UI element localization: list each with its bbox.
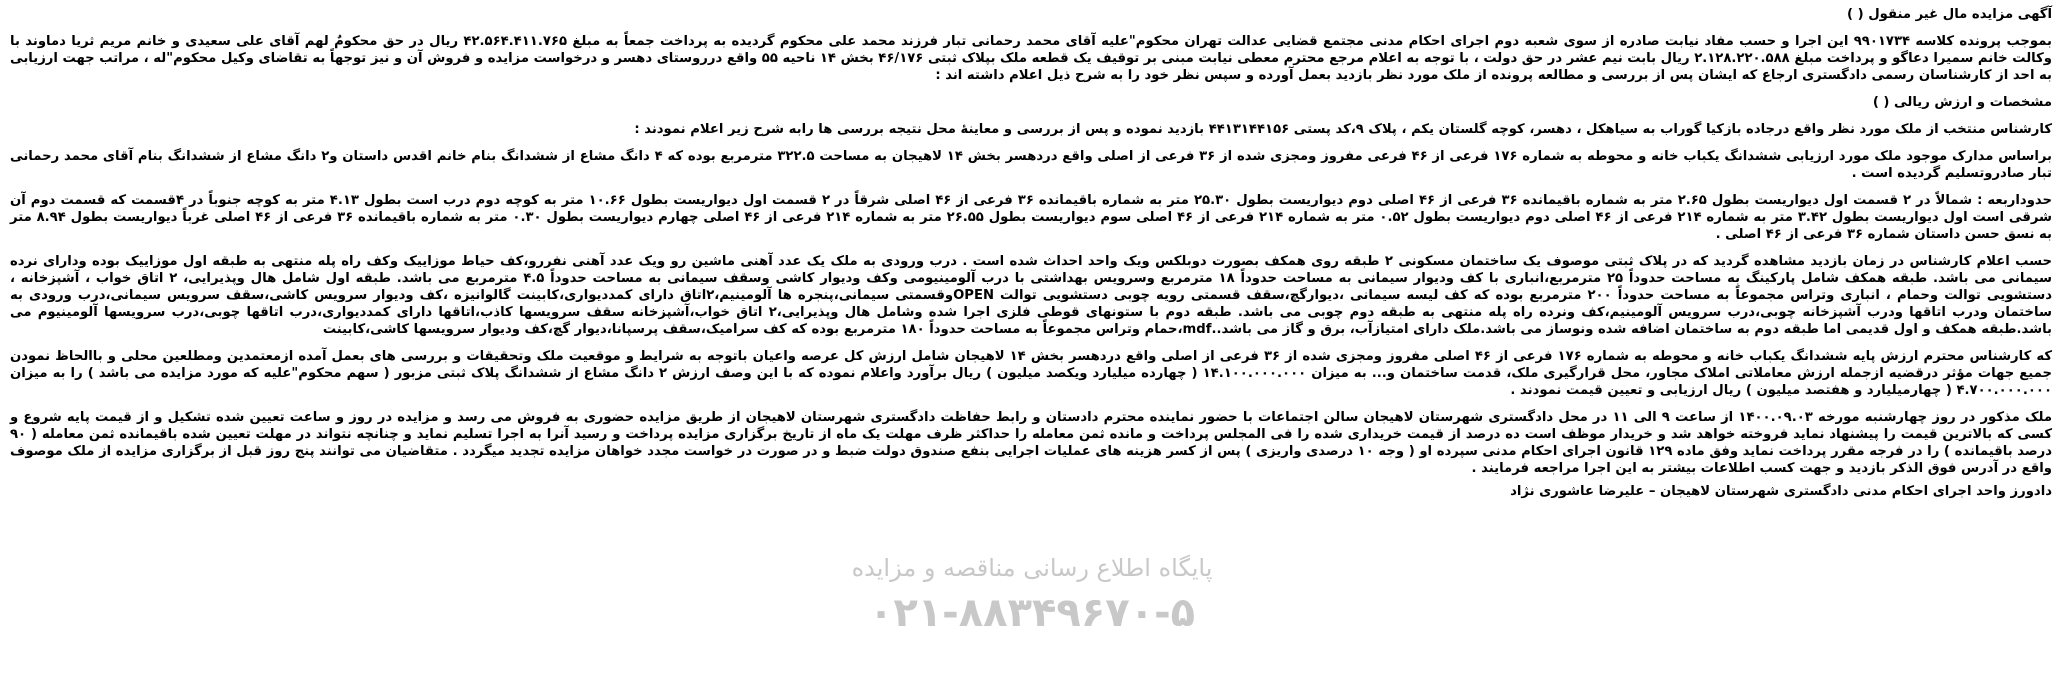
spacer (10, 182, 2052, 192)
auction-notice (10, 6, 2052, 680)
spacer (10, 84, 2052, 94)
valuation-paragraph: که کارشناس محترم ارزش پایه ششدانگ یکباب خانه و محوطه به شماره ۱۷۶ فرعی از ۴۶ اصلی مفروز ومجزی شده از ۳۶ فرعی از اصلی واقع دردهسر بخش ۱۴ لاهیجان شامل ارزش کل عرصه واعیان باتوجه به شرایط و موقعیت ملک وتحقیقات و بررسی های بعمل آمده ازمعتمدین ومطلعین محلی و باالحاظ نمودن جمیع جهات مؤثر درقضیه ازجمله ارزش معاملاتی املاک مجاور، محل قرارگیری ملک، قدمت ساختمان و... به میزان ۱۴.۱۰۰.۰۰۰.۰۰۰ ( چهارده میلیارد ویکصد میلیون ) ریال برآورد واعلام نموده که با این وصف ارزش ۲ دانگ مشاع از ششدانگ پلاک ثبتی مزبور ( سهم محکوم"علیه که مورد مزایده می باشد ) را به میزان ۴.۷۰۰.۰۰۰.۰۰۰ ( چهارمیلیارد و هفتصد میلیون ) ریال ارزیابی و تعیین قیمت نمودند . (10, 349, 2053, 398)
watermark-phone: ۰۲۱-۸۸۳۴۹۶۷۰-۵ (868, 590, 1196, 636)
intro-paragraph: بموجب پرونده کلاسه ۹۹۰۱۷۳۴ این اجرا و حسب مفاد نیابت صادره از سوی شعبه دوم اجرای احکام مدنی مجتمع قضایی عدالت تهران محکوم"علیه آقای محمد رحمانی تبار فرزند محمد علی محکوم گردیده به پرداخت جمعاً به مبلغ ۴۲.۵۶۴.۴۱۱.۷۶۵ ریال در حق محکومٌ لهم آقای علی سعیدی و خانم مریم ثریا دماوند با وکالت خانم سمیرا دعاگو و پرداخت مبلغ ۲.۱۲۸.۲۲۰.۵۸۸ ریال بابت نیم عشر در حق دولت ، با توجه به اعلام مرجع محترم معطی نیابت مبنی بر توقیف یک قطعه ملک بپلاک ثبتی ۴۶/۱۷۶ بخش ۱۴ ناحیه ۵۵ واقع درروستای دهسر و درخواست مزایده و فروش آن و نیز توجهاً به تقاضای وکیل محکوم"له ، مراتب جهت ارزیابی به احد از کارشناسان رسمی دادگستری ارجاع که ایشان پس از بررسی و مطالعه پرونده از ملک مورد نظر بازدید بعمل آورده و سپس نظر خود را به شرح ذیل اعلام داشته اند : (10, 34, 2052, 83)
description-paragraph: حسب اعلام کارشناس در زمان بازدید مشاهده گردید که در پلاک ثبتی موصوف یک ساختمان مسکونی ۲ طبقه روی همکف بصورت دوبلکس ویک واحد احداث شده است . درب ورودی به ملک یک عدد آهنی ماشین رو ویک عدد آهنی نفررو،کف حیاط موزاییک وکف راه پله منتهی به طبقه اول موزاییک بوده ودارای نرده سیمانی می باشد. طبقه همکف شامل پارکینگ به مساحت حدوداً ۲۵ مترمربع،انباری با کف ودیوار سیمانی به مساحت حدوداً ۱۸ مترمربع وسرویس بهداشتی با درب آلومینیومی وکف ودیوار کاشی وسقف سیمانی به مساحت حدوداً ۴.۵ مترمربع می باشد. طبقه اول شامل هال وپذیرایی، ۲ اتاق خواب ، آشپزخانه ، دستشویی توالت وحمام ، انباری وتراس مجموعاً به مساحت حدوداً ۲۰۰ مترمربع بوده که کف لیسه سیمانی ،دیوارگچ،سقف قسمتی رویه چوبی دستشویی توالت OPENوقسمتی سیمانی،پنجره ها آلومینیم،۲اتاق دارای کمددیواری،کابینت گالوانیزه ،کف ودیوار سرویس کاشی،سقف سرویس سیمانی،درب ورودی به ساختمان ودرب اتاقها ودرب آشپزخانه چوبی،درب سرویس آلومینیم،کف ونرده راه پله منتهی به طبقه دوم چوبی می باشد. طبقه دوم با ستونهای قوطی فلزی اجرا شده وشامل هال وپذیرایی،۲ اتاق خواب،آشپزخانه سقف سرویسها کاذب،اتاقها دارای کمددیواری،درب اتاقها چوبی،درب سرویسها آلومینیوم می باشد.طبقه همکف و اول قدیمی اما طبقه دوم به ساختمان اضافه شده ونوساز می باشد.ملک دارای امتیازآب، برق و گاز می باشد..mdf،حمام وتراس مجموعاً به مساحت حدوداً ۱۸۰ مترمربع بوده که کف سرامیک،سقف پرسپانا،دیوار گچ،کف ودیوار سرویسها کاشی،کابینت (10, 254, 2053, 337)
spacer (10, 338, 2052, 348)
notice-title: آگهی مزایده مال غیر منقول ( ) (1847, 7, 2052, 22)
spacer (10, 111, 2052, 121)
expert-visit-paragraph: کارشناس منتخب از ملک مورد نظر واقع درجاده بازکیا گوراب به سیاهکل ، دهسر، کوچه گلستان یکم ، پلاک ۹،کد پستی ۴۴۱۳۱۴۴۱۵۶ بازدید نموده و پس از بررسی و معاینهٔ محل نتیجه بررسی ها رابه شرح زیر اعلام نمودند : (634, 122, 2052, 137)
watermark-name: پایگاه اطلاع رسانی مناقصه و مزایده (851, 554, 1213, 582)
boundaries-paragraph: حدوداربعه : شمالاً در ۲ قسمت اول دیواریست بطول ۲.۶۵ متر به شماره باقیمانده ۳۶ فرعی از ۴۶ اصلی دوم دیواریست بطول ۲۵.۳۰ متر به شماره باقیمانده ۳۶ فرعی از ۴۶ اصلی شرقاً در ۲ قسمت اول دیواریست بطول ۱۰.۶۶ متر به کوچه دوم درب است بطول ۴.۱۳ متر به کوچه جنوباً در ۴قسمت که قسمت دوم آن شرقی است اول دیواریست بطول ۳.۴۲ متر به شماره ۲۱۴ فرعی از ۴۶ اصلی دوم دیواریست بطول ۰.۵۲ متر به شماره ۲۱۴ فرعی از ۴۶ اصلی سوم دیواریست بطول ۲۶.۵۵ متر به شماره ۲۱۴ فرعی از ۴۶ اصلی چهارم دیواریست بطول ۰.۳۰ متر به شماره باقیمانده ۳۶ فرعی از ۴۶ اصلی غرباً دیواریست بطول ۸.۹۴ متر به نسق حسن داستان شماره ۳۶ فرعی از ۴۶ اصلی . (10, 193, 2053, 242)
auction-terms-paragraph: ملک مذکور در روز چهارشنبه مورخه ۱۴۰۰.۰۹.۰۳ از ساعت ۹ الی ۱۱ در محل دادگستری شهرستان لاهیجان سالن اجتماعات با حضور نماینده محترم دادستان و رابط حفاظت دادگستری شهرستان لاهیجان از طریق مزایده حضوری به فروش می رسد و مزایده در روز و ساعت تعیین شده تشکیل و از قیمت پایه شروع و کسی که بالاترین قیمت را پیشنهاد نماید فروخته خواهد شد و خریدار موظف است ده درصد از قیمت خریداری شده را فی المجلس پرداخت و مانده ثمن معامله را حداکثر ظرف مهلت یک ماه از تاریخ برگزاری مزایده پرداخت و رسید آنرا به اجرا تسلیم نماید و چنانچه نتواند در مهلت تعیین شده باقیمانده ثمن معامله ( ۹۰ درصد باقیمانده ) را در فرجه مقرر پرداخت نماید وفق ماده ۱۲۹ قانون اجرای احکام مدنی سپرده او ( وجه ۱۰ درصدی واریزی ) پس از کسر هزینه های عملیات اجرایی بنفع صندوق دولت ضبط و در صورت در خواست مجدد خواهان مزایده تجدید میگردد . متقاضیان می توانند پنج روز قبل از برگزاری مزایده از ملک موصوف واقع در آدرس فوق الذکر بازدید و جهت کسب اطلاعات بیشتر به این اجرا مراجعه فرمایند . (10, 410, 2053, 476)
section-heading: مشخصات و ارزش ریالی ( ) (1872, 95, 2052, 110)
spacer (10, 138, 2052, 148)
spacer (10, 243, 2052, 253)
spacer (10, 23, 2052, 33)
documents-paragraph: براساس مدارک موجود ملک مورد ارزیابی ششدانگ یکباب خانه و محوطه به شماره ۱۷۶ فرعی از ۴۶ فرعی مفروز ومجزی شده از ۳۶ فرعی از اصلی واقع دردهسر بخش ۱۴ لاهیجان به مساحت ۳۲۲.۵ مترمربع بوده که ۴ دانگ مشاع از ششدانگ بنام خانم اقدس داستان و۲ دانگ مشاع از ششدانگ بنام آقای محمد رحمانی تبار صادروتسلیم گردیده است . (10, 149, 2053, 181)
signature-line: دادورز واحد اجرای احکام مدنی دادگستری شهرستان لاهیجان – علیرضا عاشوری نژاد (1510, 484, 2052, 499)
spacer (10, 399, 2052, 409)
